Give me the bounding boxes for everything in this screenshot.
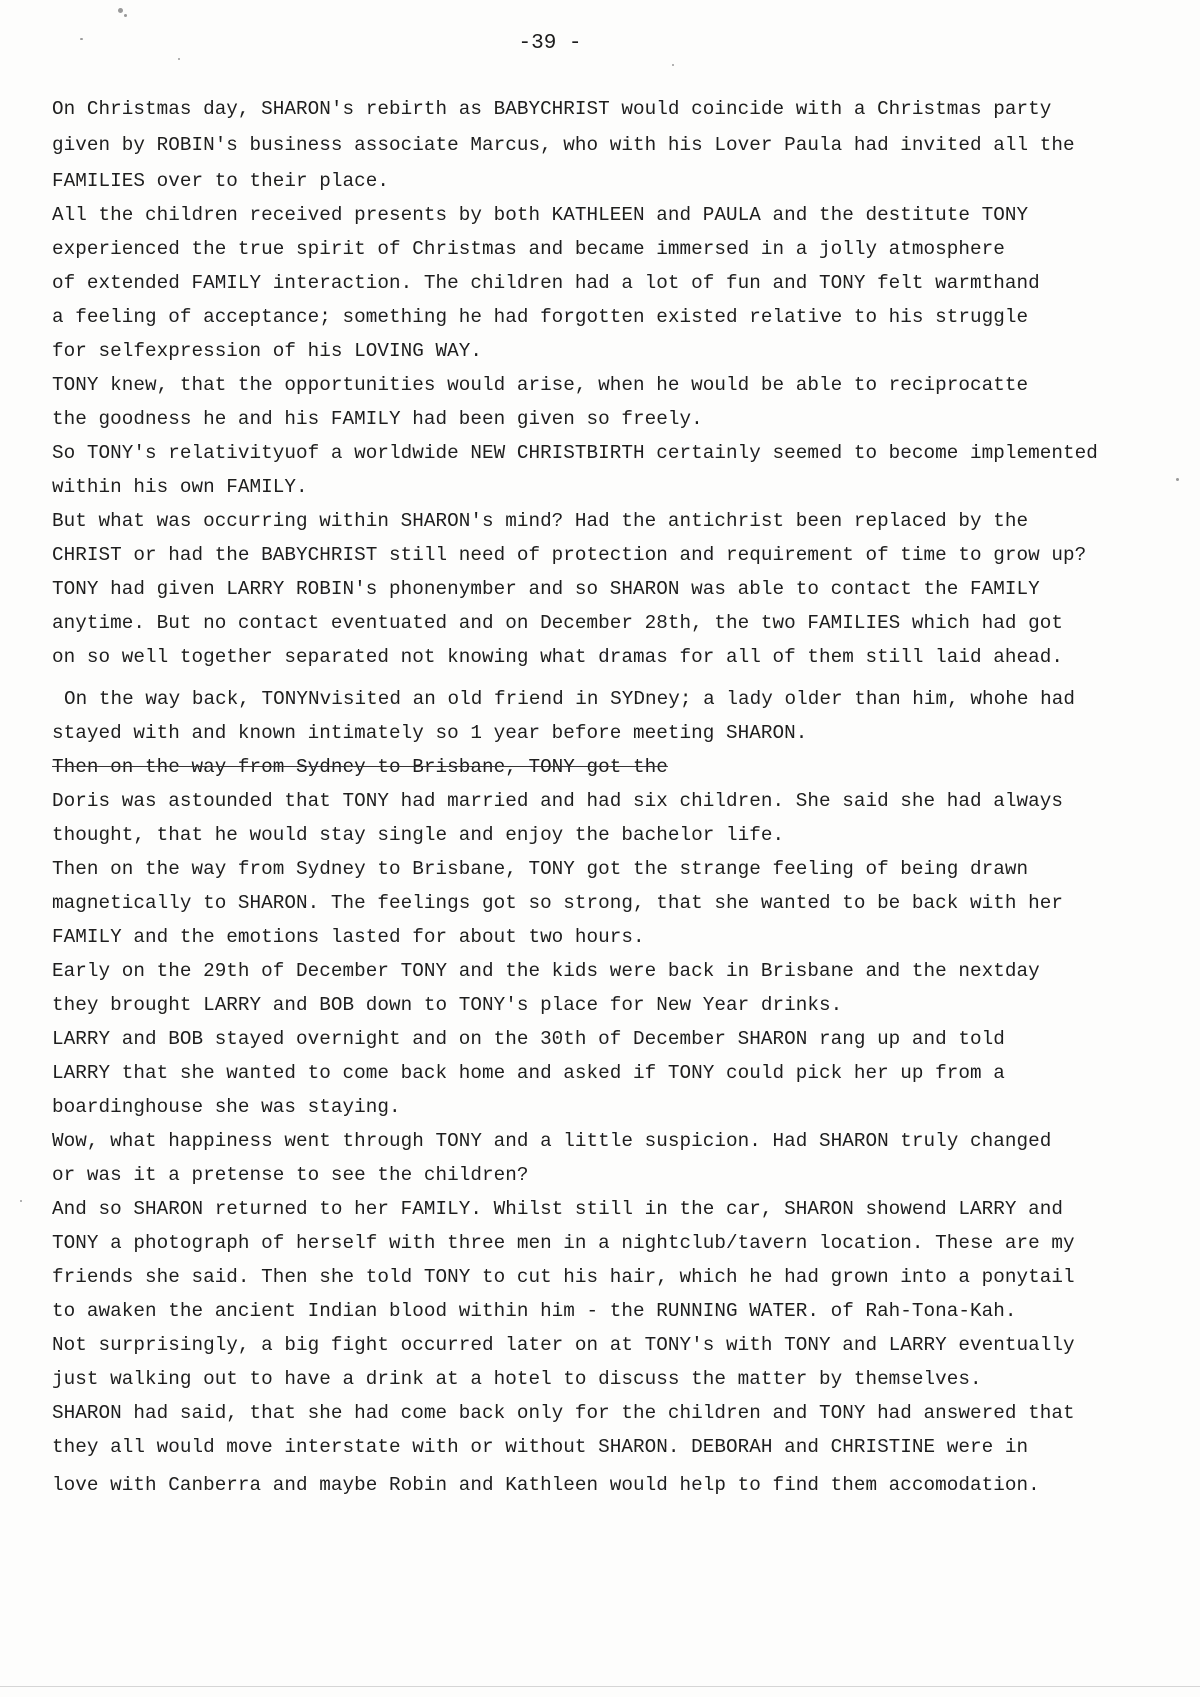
scan-speck <box>178 58 180 60</box>
text-line: friends she said. Then she told TONY to cut his hair, which he had grown into a ponytail <box>52 1266 1075 1288</box>
scan-speck <box>118 8 123 13</box>
struck-text-line: Then on the way from Sydney to Brisbane, TONY got the <box>52 756 668 778</box>
text-line: LARRY that she wanted to come back home and asked if TONY could pick her up from a <box>52 1062 1005 1084</box>
text-line: TONY had given LARRY ROBIN's phonenymber and so SHARON was able to contact the FAMILY <box>52 578 1040 600</box>
text-line: On the way back, TONYNvisited an old friend in SYDney; a lady older than him, whohe had <box>64 688 1075 710</box>
page-edge-line <box>0 1686 1200 1687</box>
text-line: love with Canberra and maybe Robin and Kathleen would help to find them accomodation. <box>52 1474 1040 1496</box>
text-line: stayed with and known intimately so 1 year before meeting SHARON. <box>52 722 808 744</box>
text-line: for selfexpression of his LOVING WAY. <box>52 340 482 362</box>
text-line: a feeling of acceptance; something he had forgotten existed relative to his struggle <box>52 306 1029 328</box>
text-line: magnetically to SHARON. The feelings got so strong, that she wanted to be back with her <box>52 892 1063 914</box>
text-line: FAMILIES over to their place. <box>52 170 389 192</box>
text-line: given by ROBIN's business associate Marcus, who with his Lover Paula had invited all the <box>52 134 1075 156</box>
text-line: of extended FAMILY interaction. The children had a lot of fun and TONY felt warmthand <box>52 272 1040 294</box>
scan-speck <box>20 1200 22 1202</box>
page-number: -39 - <box>518 32 582 55</box>
text-line: LARRY and BOB stayed overnight and on the 30th of December SHARON rang up and told <box>52 1028 1005 1050</box>
text-line: they brought LARRY and BOB down to TONY's place for New Year drinks. <box>52 994 843 1016</box>
text-line: SHARON had said, that she had come back only for the children and TONY had answered that <box>52 1402 1075 1424</box>
text-line: So TONY's relativityuof a worldwide NEW CHRISTBIRTH certainly seemed to become implemented <box>52 442 1098 464</box>
text-line: All the children received presents by both KATHLEEN and PAULA and the destitute TONY <box>52 204 1029 226</box>
text-line: On Christmas day, SHARON's rebirth as BABYCHRIST would coincide with a Christmas party <box>52 98 1052 120</box>
text-line: Early on the 29th of December TONY and the kids were back in Brisbane and the nextday <box>52 960 1040 982</box>
text-line: boardinghouse she was staying. <box>52 1096 401 1118</box>
text-line: they all would move interstate with or without SHARON. DEBORAH and CHRISTINE were in <box>52 1436 1029 1458</box>
text-line: FAMILY and the emotions lasted for about two hours. <box>52 926 645 948</box>
text-line: Doris was astounded that TONY had married and had six children. She said she had always <box>52 790 1063 812</box>
text-line: thought, that he would stay single and enjoy the bachelor life. <box>52 824 785 846</box>
text-line: Not surprisingly, a big fight occurred later on at TONY's with TONY and LARRY eventually <box>52 1334 1075 1356</box>
text-line: And so SHARON returned to her FAMILY. Whilst still in the car, SHARON showend LARRY and <box>52 1198 1063 1220</box>
text-line: anytime. But no contact eventuated and on December 28th, the two FAMILIES which had got <box>52 612 1063 634</box>
text-line: to awaken the ancient Indian blood within him - the RUNNING WATER. of Rah-Tona-Kah. <box>52 1300 1017 1322</box>
text-line: or was it a pretense to see the children? <box>52 1164 529 1186</box>
text-line: TONY a photograph of herself with three men in a nightclub/tavern location. These are my <box>52 1232 1075 1254</box>
text-line: the goodness he and his FAMILY had been given so freely. <box>52 408 703 430</box>
text-line: CHRIST or had the BABYCHRIST still need of protection and requirement of time to grow up? <box>52 544 1087 566</box>
scan-speck <box>1176 478 1179 481</box>
scan-speck <box>124 14 127 17</box>
text-line: Then on the way from Sydney to Brisbane, TONY got the strange feeling of being drawn <box>52 858 1029 880</box>
text-line: Wow, what happiness went through TONY and a little suspicion. Had SHARON truly changed <box>52 1130 1052 1152</box>
text-line: experienced the true spirit of Christmas and became immersed in a jolly atmosphere <box>52 238 1005 260</box>
text-line: within his own FAMILY. <box>52 476 308 498</box>
scan-speck <box>672 64 674 66</box>
text-line: just walking out to have a drink at a hotel to discuss the matter by themselves. <box>52 1368 982 1390</box>
text-line: But what was occurring within SHARON's mind? Had the antichrist been replaced by the <box>52 510 1029 532</box>
text-line: on so well together separated not knowing what dramas for all of them still laid ahead. <box>52 646 1063 668</box>
text-line: TONY knew, that the opportunities would arise, when he would be able to reciprocatte <box>52 374 1029 396</box>
